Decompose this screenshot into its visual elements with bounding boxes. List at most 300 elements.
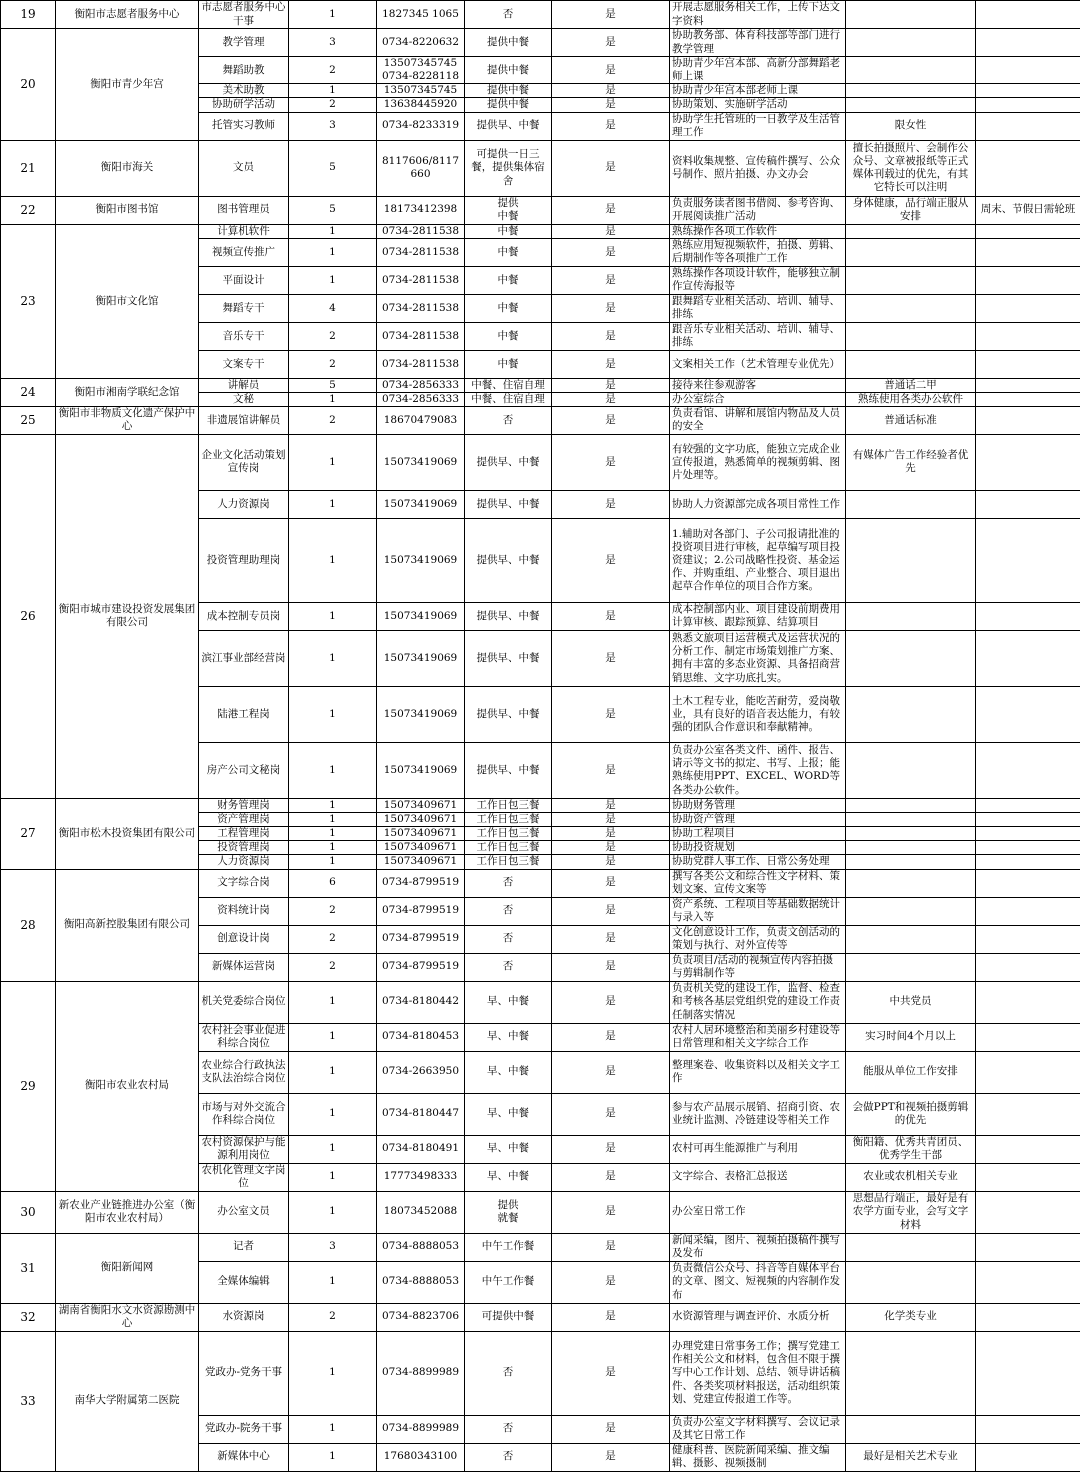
note-cell [976, 392, 1080, 406]
table-row [1, 29, 1080, 57]
requirement-cell [846, 742, 976, 798]
note-cell [976, 98, 1080, 112]
requirement-cell: 有媒体广告工作经验者优先 [846, 434, 976, 490]
meal-cell: 中餐、住宿自理 [465, 378, 552, 392]
post-cell: 美术助教 [199, 84, 289, 98]
unit-name-cell: 衡阳市青少年宫 [56, 29, 199, 141]
count-cell: 1 [289, 1093, 377, 1135]
count-cell: 1 [289, 855, 377, 869]
meal-cell: 中餐 [465, 238, 552, 266]
meal-cell: 提供早、中餐 [465, 602, 552, 630]
requirement-cell [846, 602, 976, 630]
flag-cell: 是 [552, 1135, 670, 1163]
entry-number-cell: 23 [1, 224, 56, 378]
count-cell: 1 [289, 1331, 377, 1415]
requirement-cell [846, 953, 976, 981]
note-cell [976, 1261, 1080, 1303]
post-cell: 托管实习教师 [199, 112, 289, 140]
flag-cell: 是 [552, 1023, 670, 1051]
table-row [1, 140, 1080, 196]
post-cell: 记者 [199, 1233, 289, 1261]
duty-cell: 办公室日常工作 [670, 1191, 846, 1233]
count-cell: 1 [289, 686, 377, 742]
meal-cell: 工作日包三餐 [465, 798, 552, 812]
note-cell [976, 112, 1080, 140]
duty-cell: 资料收集规整、宣传稿件撰写、公众号制作、照片拍摄、办文办会 [670, 140, 846, 196]
phone-cell: 0734-2856333 [377, 392, 465, 406]
duty-cell: 负责办公室各类文件、函件、报告、请示等文书的拟定、书写、上报；能熟练使用PPT、EXCEL、WORD等各类办公软件。 [670, 742, 846, 798]
phone-cell: 15073409671 [377, 855, 465, 869]
requirement-cell [846, 238, 976, 266]
unit-name-cell: 衡阳市湘南学联纪念馆 [56, 378, 199, 406]
post-cell: 人力资源岗 [199, 855, 289, 869]
requirement-cell [846, 490, 976, 518]
duty-cell: 协助青少年宫本部老师上课 [670, 84, 846, 98]
note-cell [976, 266, 1080, 294]
phone-cell: 17773498333 [377, 1163, 465, 1191]
requirement-cell: 思想品行端正，最好是有农学方面专业，会写文字材料 [846, 1191, 976, 1233]
table-row [1, 981, 1080, 1023]
post-cell: 财务管理岗 [199, 798, 289, 812]
count-cell: 1 [289, 813, 377, 827]
duty-cell: 协助青少年宫本部、高新分部舞蹈老师上课 [670, 57, 846, 84]
note-cell [976, 869, 1080, 897]
note-cell [976, 827, 1080, 841]
phone-cell: 0734-2811538 [377, 238, 465, 266]
count-cell: 2 [289, 322, 377, 350]
duty-cell: 办理党建日常事务工作；撰写党建工作相关公文和材料，包含但不限于撰写中心工作计划、总结、领导讲话稿件、各类奖项材料报送，活动组织策划、党建宣传报道工作等。 [670, 1331, 846, 1415]
post-cell: 文秘 [199, 392, 289, 406]
note-cell [976, 29, 1080, 57]
flag-cell: 是 [552, 406, 670, 434]
count-cell: 2 [289, 406, 377, 434]
meal-cell: 工作日包三餐 [465, 841, 552, 855]
flag-cell: 是 [552, 841, 670, 855]
note-cell [976, 1135, 1080, 1163]
duty-cell: 跟音乐专业相关活动、培训、辅导、排练 [670, 322, 846, 350]
flag-cell: 是 [552, 322, 670, 350]
post-cell: 农村资源保护与能源利用岗位 [199, 1135, 289, 1163]
post-cell: 文员 [199, 140, 289, 196]
phone-cell: 0734-8799519 [377, 925, 465, 953]
meal-cell: 提供早、中餐 [465, 112, 552, 140]
post-cell: 教学管理 [199, 29, 289, 57]
phone-cell: 0734-8899989 [377, 1415, 465, 1443]
note-cell [976, 322, 1080, 350]
requirement-cell [846, 813, 976, 827]
post-cell: 机关党委综合岗位 [199, 981, 289, 1023]
requirement-cell [846, 1233, 976, 1261]
flag-cell: 是 [552, 224, 670, 238]
meal-cell: 提供早、中餐 [465, 630, 552, 686]
duty-cell: 参与农产品展示展销、招商引资、农业统计监测、冷链建设等相关工作 [670, 1093, 846, 1135]
note-cell [976, 84, 1080, 98]
requirement-cell [846, 98, 976, 112]
count-cell: 3 [289, 29, 377, 57]
duty-cell: 协助党群人事工作、日常公务处理 [670, 855, 846, 869]
count-cell: 1 [289, 742, 377, 798]
phone-cell: 15073409671 [377, 841, 465, 855]
flag-cell: 是 [552, 378, 670, 392]
post-cell: 舞蹈助教 [199, 57, 289, 84]
duty-cell: 负责项目/活动的视频宣传内容拍摄与剪辑制作等 [670, 953, 846, 981]
unit-name-cell: 衡阳高新控股集团有限公司 [56, 869, 199, 981]
post-cell: 讲解员 [199, 378, 289, 392]
meal-cell: 中餐、住宿自理 [465, 392, 552, 406]
requirement-cell [846, 841, 976, 855]
entry-number-cell: 22 [1, 196, 56, 224]
phone-cell: 0734-8888053 [377, 1261, 465, 1303]
count-cell: 1 [289, 392, 377, 406]
flag-cell: 是 [552, 238, 670, 266]
flag-cell: 是 [552, 266, 670, 294]
table-row [1, 1191, 1080, 1233]
unit-name-cell: 衡阳市非物质文化遗产保护中心 [56, 406, 199, 434]
requirement-cell [846, 855, 976, 869]
count-cell: 2 [289, 98, 377, 112]
requirement-cell [846, 350, 976, 378]
phone-cell: 0734-2856333 [377, 378, 465, 392]
phone-cell: 15073419069 [377, 490, 465, 518]
note-cell [976, 1, 1080, 29]
meal-cell: 否 [465, 1415, 552, 1443]
meal-cell: 提供早、中餐 [465, 742, 552, 798]
phone-cell: 0734-8799519 [377, 869, 465, 897]
flag-cell: 是 [552, 392, 670, 406]
duty-cell: 协助人力资源部完成各项目常性工作 [670, 490, 846, 518]
flag-cell: 是 [552, 29, 670, 57]
flag-cell: 是 [552, 518, 670, 602]
note-cell [976, 742, 1080, 798]
entry-number-cell: 27 [1, 798, 56, 869]
flag-cell: 是 [552, 140, 670, 196]
phone-cell: 8117606/8117660 [377, 140, 465, 196]
phone-cell: 0734-8799519 [377, 897, 465, 925]
phone-cell: 0734-2811538 [377, 266, 465, 294]
count-cell: 2 [289, 925, 377, 953]
flag-cell: 是 [552, 1303, 670, 1331]
count-cell: 1 [289, 1023, 377, 1051]
count-cell: 1 [289, 518, 377, 602]
duty-cell: 接待来往参观游客 [670, 378, 846, 392]
unit-name-cell: 衡阳市松木投资集团有限公司 [56, 798, 199, 869]
count-cell: 3 [289, 1233, 377, 1261]
duty-cell: 健康科普、医院新闻采编、推文编辑、摄影、视频摄制 [670, 1443, 846, 1471]
post-cell: 房产公司文秘岗 [199, 742, 289, 798]
count-cell: 1 [289, 798, 377, 812]
unit-name-cell: 新农业产业链推进办公室（衡阳市农业农村局） [56, 1191, 199, 1233]
post-cell: 市场与对外交流合作科综合岗位 [199, 1093, 289, 1135]
note-cell [976, 602, 1080, 630]
flag-cell: 是 [552, 98, 670, 112]
note-cell [976, 1191, 1080, 1233]
meal-cell: 可提供中餐 [465, 1303, 552, 1331]
unit-name-cell: 湖南省衡阳水文水资源勘测中心 [56, 1303, 199, 1331]
duty-cell: 熟练操作各项工作软件 [670, 224, 846, 238]
post-cell: 计算机软件 [199, 224, 289, 238]
meal-cell: 否 [465, 1331, 552, 1415]
duty-cell: 负责微信公众号、抖音等自媒体平台的文章、图文、短视频的内容制作发布 [670, 1261, 846, 1303]
requirement-cell: 农业或农机相关专业 [846, 1163, 976, 1191]
entry-number-cell: 21 [1, 140, 56, 196]
note-cell [976, 813, 1080, 827]
flag-cell: 是 [552, 1233, 670, 1261]
post-cell: 滨江事业部经营岗 [199, 630, 289, 686]
duty-cell: 协助工程项目 [670, 827, 846, 841]
meal-cell: 提供中餐 [465, 84, 552, 98]
flag-cell: 是 [552, 813, 670, 827]
flag-cell: 是 [552, 897, 670, 925]
flag-cell: 是 [552, 1415, 670, 1443]
duty-cell: 农村可再生能源推广与利用 [670, 1135, 846, 1163]
flag-cell: 是 [552, 112, 670, 140]
note-cell [976, 238, 1080, 266]
phone-cell: 15073419069 [377, 434, 465, 490]
flag-cell: 是 [552, 953, 670, 981]
post-cell: 农村社会事业促进科综合岗位 [199, 1023, 289, 1051]
count-cell: 2 [289, 57, 377, 84]
requirement-cell: 能服从单位工作安排 [846, 1051, 976, 1093]
count-cell: 1 [289, 1443, 377, 1471]
meal-cell: 中餐 [465, 266, 552, 294]
duty-cell: 协助学生托管班的一日教学及生活管理工作 [670, 112, 846, 140]
note-cell [976, 981, 1080, 1023]
phone-cell: 1827345 1065 [377, 1, 465, 29]
table-body [1, 1, 1080, 1472]
meal-cell: 提供早、中餐 [465, 686, 552, 742]
post-cell: 工程管理岗 [199, 827, 289, 841]
table-row [1, 1, 1080, 29]
requirement-cell [846, 322, 976, 350]
duty-cell: 协助策划、实施研学活动 [670, 98, 846, 112]
unit-name-cell: 衡阳新闻网 [56, 1233, 199, 1303]
meal-cell: 否 [465, 869, 552, 897]
phone-cell: 15073419069 [377, 630, 465, 686]
meal-cell: 早、中餐 [465, 1051, 552, 1093]
flag-cell: 是 [552, 196, 670, 224]
count-cell: 1 [289, 981, 377, 1023]
post-cell: 资料统计岗 [199, 897, 289, 925]
post-cell: 协助研学活动 [199, 98, 289, 112]
requirement-cell [846, 294, 976, 322]
flag-cell: 是 [552, 1051, 670, 1093]
requirement-cell: 普通话二甲 [846, 378, 976, 392]
duty-cell: 熟练应用短视频软件，拍摄、剪辑、后期制作等各项推广工作 [670, 238, 846, 266]
note-cell [976, 798, 1080, 812]
duty-cell: 开展志愿服务相关工作，上传下达文字资料 [670, 1, 846, 29]
count-cell: 1 [289, 238, 377, 266]
entry-number-cell: 31 [1, 1233, 56, 1303]
requirement-cell: 擅长拍摄照片、会制作公众号、文章被报纸等正式媒体刊载过的优先，有其它特长可以注明 [846, 140, 976, 196]
note-cell [976, 630, 1080, 686]
requirement-cell: 会做PPT和视频拍摄剪辑的优先 [846, 1093, 976, 1135]
note-cell [976, 1163, 1080, 1191]
note-cell [976, 224, 1080, 238]
note-cell [976, 140, 1080, 196]
phone-cell: 0734-2811538 [377, 322, 465, 350]
duty-cell: 土木工程专业，能吃苦耐劳，爱岗敬业，具有良好的语音表达能力，有较强的团队合作意识和奉献精神。 [670, 686, 846, 742]
meal-cell: 否 [465, 1443, 552, 1471]
meal-cell: 否 [465, 1, 552, 29]
phone-cell: 0734-8899989 [377, 1331, 465, 1415]
note-cell [976, 294, 1080, 322]
duty-cell: 负责看馆、讲解和展馆内物品及人员的安全 [670, 406, 846, 434]
post-cell: 非遗展馆讲解员 [199, 406, 289, 434]
duty-cell: 撰写各类公文和综合性文字材料、策划文案、宣传文案等 [670, 869, 846, 897]
meal-cell: 否 [465, 925, 552, 953]
post-cell: 新媒体运营岗 [199, 953, 289, 981]
count-cell: 1 [289, 1415, 377, 1443]
phone-cell: 0734-8220632 [377, 29, 465, 57]
duty-cell: 文字综合、表格汇总报送 [670, 1163, 846, 1191]
phone-cell: 15073419069 [377, 518, 465, 602]
entry-number-cell: 33 [1, 1331, 56, 1471]
entry-number-cell: 30 [1, 1191, 56, 1233]
flag-cell: 是 [552, 1261, 670, 1303]
phone-cell: 0734-2811538 [377, 294, 465, 322]
meal-cell: 提供中餐 [465, 29, 552, 57]
entry-number-cell: 26 [1, 434, 56, 798]
meal-cell: 早、中餐 [465, 1023, 552, 1051]
requirement-cell: 中共党员 [846, 981, 976, 1023]
note-cell [976, 841, 1080, 855]
flag-cell: 是 [552, 869, 670, 897]
unit-name-cell: 衡阳市文化馆 [56, 224, 199, 378]
unit-name-cell: 衡阳市农业农村局 [56, 981, 199, 1191]
meal-cell: 早、中餐 [465, 1163, 552, 1191]
duty-cell: 文案相关工作（艺术管理专业优先） [670, 350, 846, 378]
entry-number-cell: 19 [1, 1, 56, 29]
requirement-cell [846, 84, 976, 98]
count-cell: 1 [289, 1261, 377, 1303]
meal-cell: 否 [465, 406, 552, 434]
post-cell: 创意设计岗 [199, 925, 289, 953]
requirement-cell [846, 57, 976, 84]
table-row [1, 196, 1080, 224]
duty-cell: 农村人居环境整治和美丽乡村建设等日常管理和相关文字综合工作 [670, 1023, 846, 1051]
note-cell [976, 57, 1080, 84]
phone-cell: 13507345745 0734-8228118 [377, 57, 465, 84]
count-cell: 5 [289, 140, 377, 196]
phone-cell: 18670479083 [377, 406, 465, 434]
note-cell [976, 1093, 1080, 1135]
meal-cell: 提供中餐 [465, 57, 552, 84]
meal-cell: 否 [465, 897, 552, 925]
flag-cell: 是 [552, 434, 670, 490]
meal-cell: 中午工作餐 [465, 1261, 552, 1303]
post-cell: 办公室文员 [199, 1191, 289, 1233]
flag-cell: 是 [552, 1331, 670, 1415]
count-cell: 1 [289, 1051, 377, 1093]
flag-cell: 是 [552, 350, 670, 378]
note-cell: 周末、节假日需轮班 [976, 196, 1080, 224]
post-cell: 党政办-党务干事 [199, 1331, 289, 1415]
flag-cell: 是 [552, 1, 670, 29]
post-cell: 成本控制专员岗 [199, 602, 289, 630]
flag-cell: 是 [552, 1191, 670, 1233]
phone-cell: 15073409671 [377, 798, 465, 812]
post-cell: 农业综合行政执法支队法治综合岗位 [199, 1051, 289, 1093]
count-cell: 3 [289, 112, 377, 140]
note-cell [976, 434, 1080, 490]
requirement-cell: 最好是相关艺术专业 [846, 1443, 976, 1471]
meal-cell: 提供 中餐 [465, 196, 552, 224]
post-cell: 市志愿者服务中心干事 [199, 1, 289, 29]
unit-name-cell: 衡阳市图书馆 [56, 196, 199, 224]
duty-cell: 整理案卷、收集资料以及相关文字工作 [670, 1051, 846, 1093]
phone-cell: 0734-8799519 [377, 953, 465, 981]
count-cell: 1 [289, 490, 377, 518]
note-cell [976, 855, 1080, 869]
duty-cell: 资产系统、工程项目等基础数据统计与录入等 [670, 897, 846, 925]
entry-number-cell: 25 [1, 406, 56, 434]
requirement-cell: 化学类专业 [846, 1303, 976, 1331]
phone-cell: 0734-8888053 [377, 1233, 465, 1261]
meal-cell: 可提供一日三餐，提供集体宿舍 [465, 140, 552, 196]
entry-number-cell: 20 [1, 29, 56, 141]
note-cell [976, 1303, 1080, 1331]
post-cell: 文案专干 [199, 350, 289, 378]
duty-cell: 文化创意设计工作，负责文创活动的策划与执行、对外宣传等 [670, 925, 846, 953]
requirement-cell: 限女性 [846, 112, 976, 140]
post-cell: 人力资源岗 [199, 490, 289, 518]
requirement-cell [846, 827, 976, 841]
phone-cell: 15073409671 [377, 813, 465, 827]
meal-cell: 早、中餐 [465, 1093, 552, 1135]
meal-cell: 提供早、中餐 [465, 434, 552, 490]
requirement-cell [846, 29, 976, 57]
duty-cell: 熟悉文旅项目运营模式及运营状况的分析工作、制定市场策划推广方案、拥有丰富的多态业资源、具备招商营销思维、文字功底扎实。 [670, 630, 846, 686]
meal-cell: 否 [465, 953, 552, 981]
entry-number-cell: 32 [1, 1303, 56, 1331]
meal-cell: 早、中餐 [465, 1135, 552, 1163]
post-cell: 平面设计 [199, 266, 289, 294]
table-row [1, 798, 1080, 812]
flag-cell: 是 [552, 686, 670, 742]
flag-cell: 是 [552, 925, 670, 953]
count-cell: 2 [289, 350, 377, 378]
count-cell: 5 [289, 378, 377, 392]
requirement-cell: 身体健康，品行端正服从安排 [846, 196, 976, 224]
post-cell: 资产管理岗 [199, 813, 289, 827]
post-cell: 投资管理岗 [199, 841, 289, 855]
phone-cell: 17680343100 [377, 1443, 465, 1471]
count-cell: 1 [289, 1, 377, 29]
post-cell: 舞蹈专干 [199, 294, 289, 322]
phone-cell: 0734-8180491 [377, 1135, 465, 1163]
count-cell: 1 [289, 630, 377, 686]
post-cell: 图书管理员 [199, 196, 289, 224]
phone-cell: 0734-8823706 [377, 1303, 465, 1331]
note-cell [976, 350, 1080, 378]
phone-cell: 0734-2811538 [377, 350, 465, 378]
count-cell: 1 [289, 84, 377, 98]
post-cell: 水资源岗 [199, 1303, 289, 1331]
note-cell [976, 378, 1080, 392]
meal-cell: 提供早、中餐 [465, 518, 552, 602]
flag-cell: 是 [552, 1093, 670, 1135]
table-row [1, 1233, 1080, 1261]
requirement-cell [846, 798, 976, 812]
phone-cell: 0734-8180447 [377, 1093, 465, 1135]
count-cell: 2 [289, 897, 377, 925]
requirement-cell [846, 1, 976, 29]
count-cell: 1 [289, 266, 377, 294]
meal-cell: 中餐 [465, 350, 552, 378]
post-cell: 视频宣传推广 [199, 238, 289, 266]
duty-cell: 负责机关党的建设工作，监督、检查和考核各基层党组织党的建设工作责任制落实情况 [670, 981, 846, 1023]
meal-cell: 提供 就餐 [465, 1191, 552, 1233]
